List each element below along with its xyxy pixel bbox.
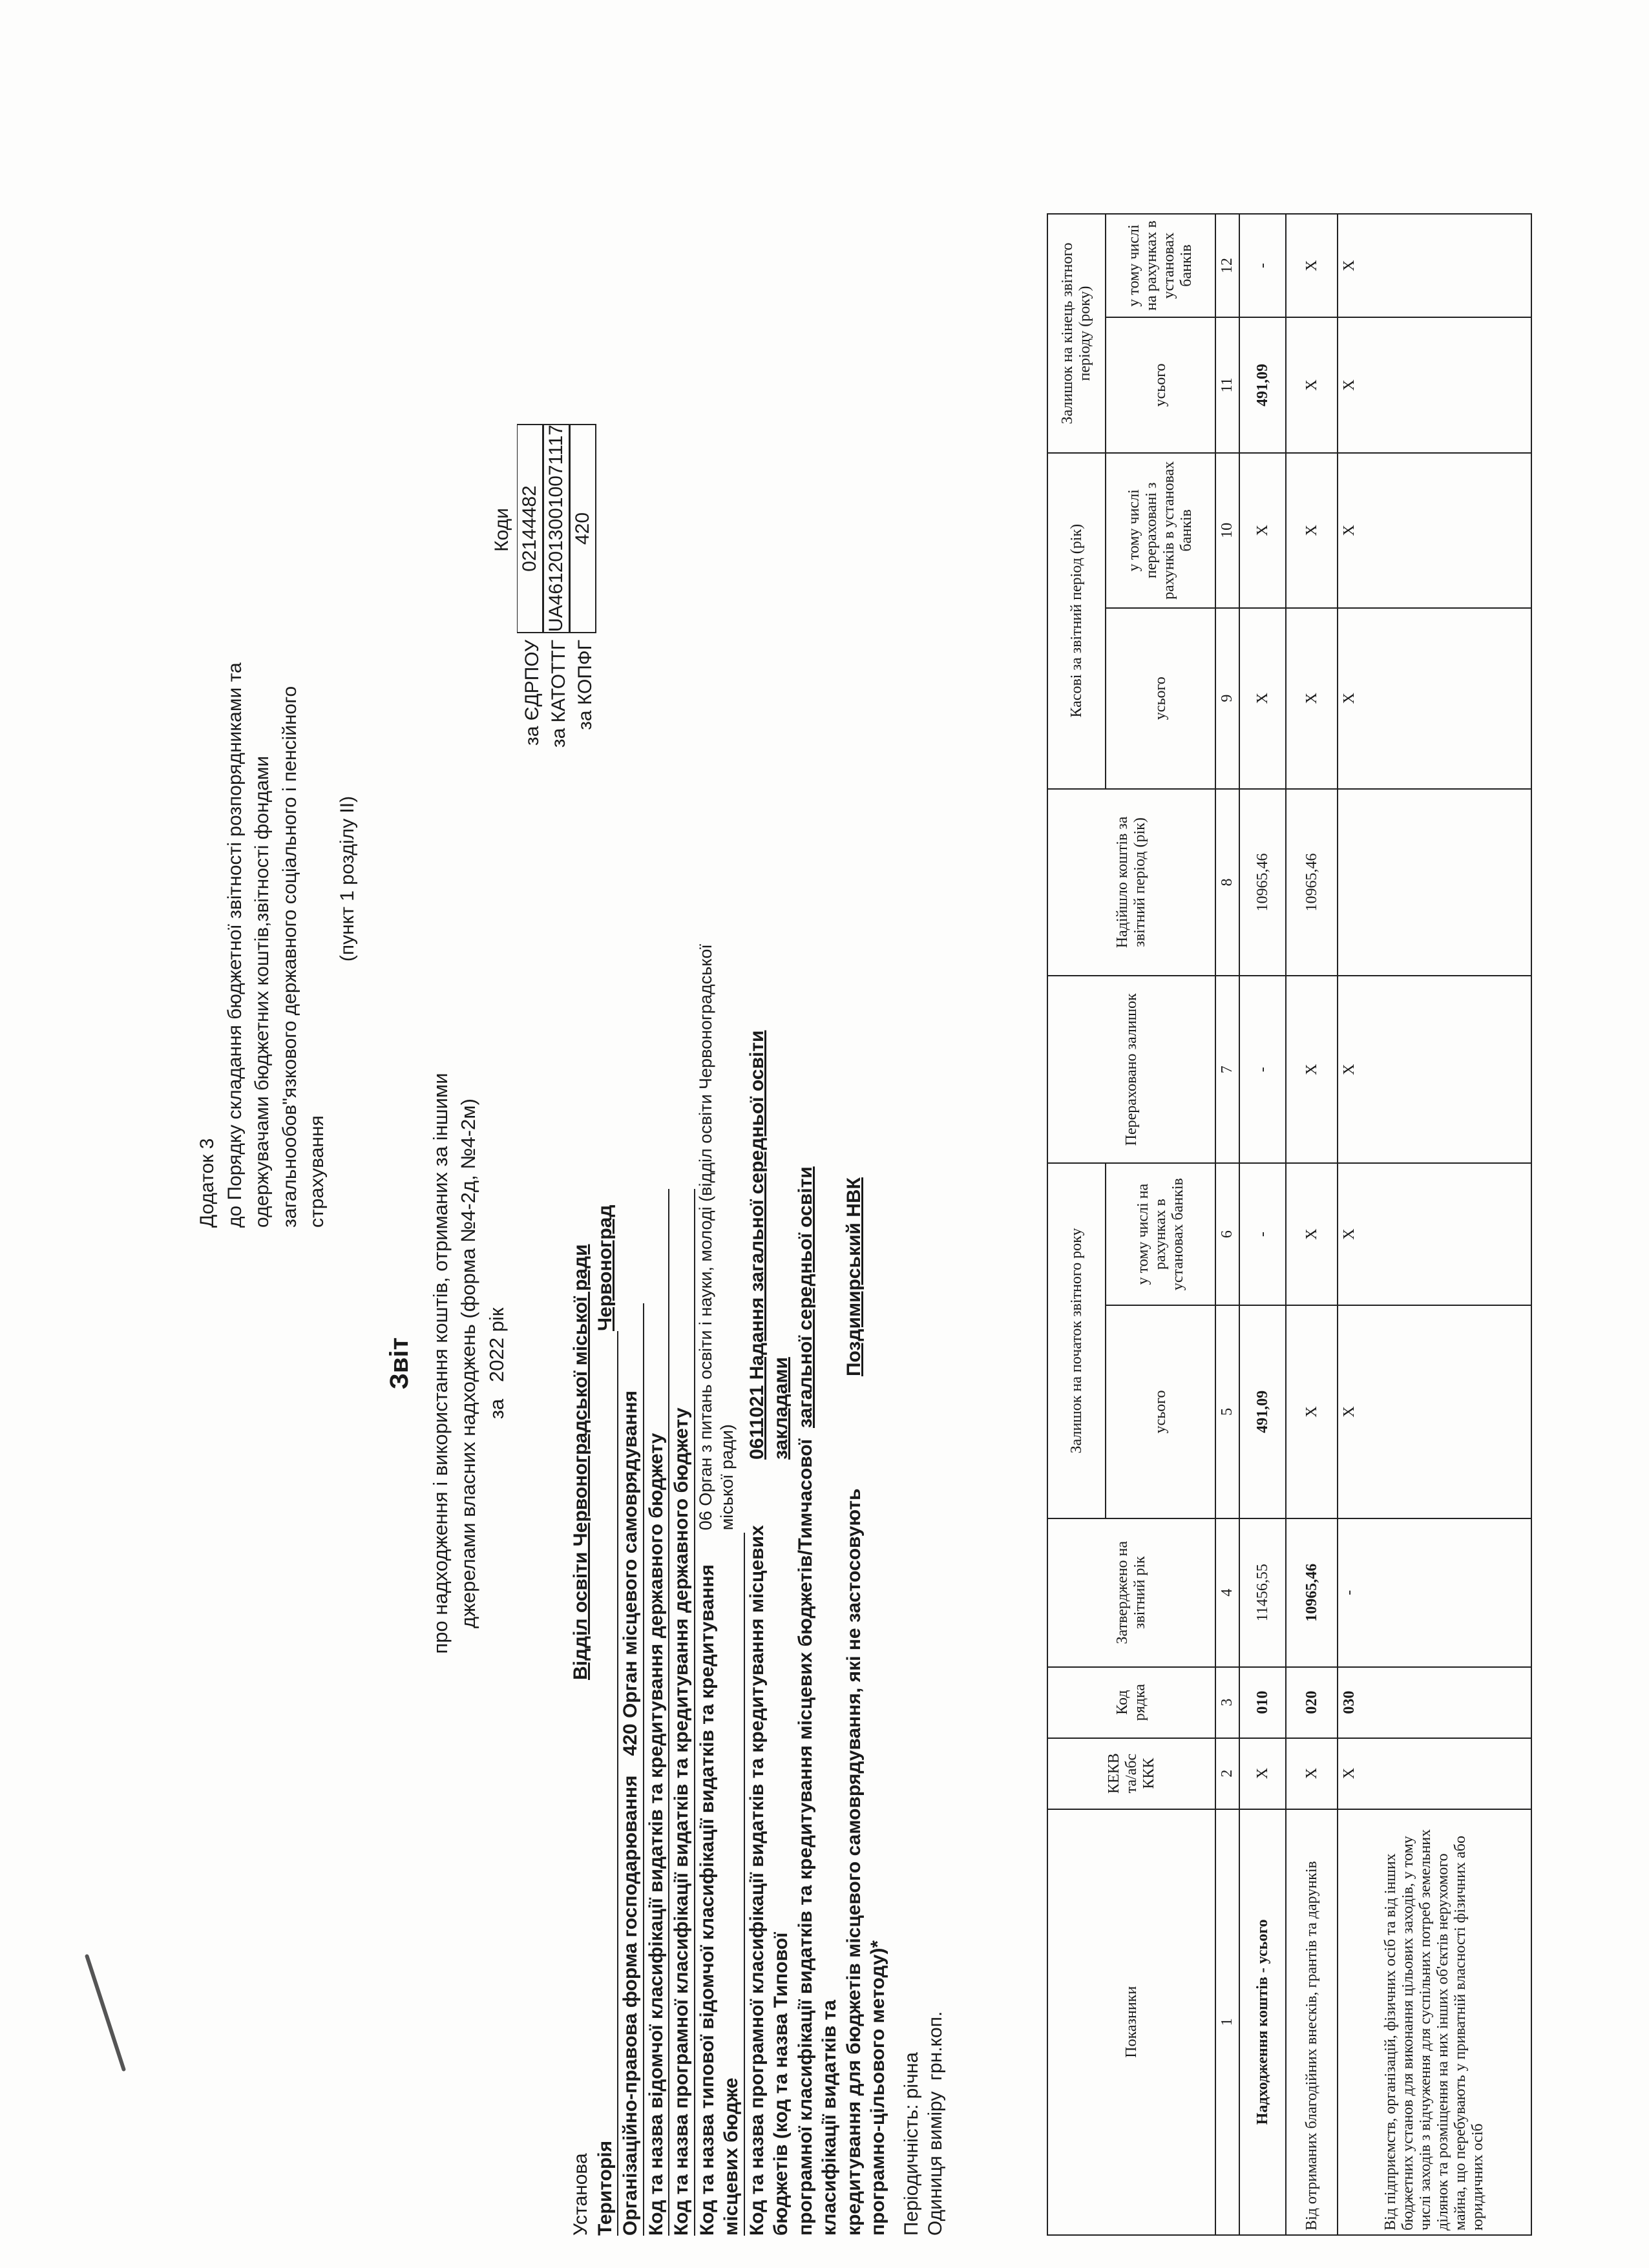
row-received [1338, 789, 1531, 976]
territory-value: Червоноград [594, 1204, 616, 1331]
row-kekv: X [1286, 1738, 1338, 1809]
institution-label: Установа [570, 2153, 591, 2236]
col-number: 7 [1215, 976, 1239, 1163]
header-incl-transferred: у тому числі перераховані з рахунків в установах банків [1106, 453, 1215, 608]
row-start-total: X [1338, 1305, 1531, 1518]
periodicity-value: річна [900, 2052, 922, 2099]
katottg-label: за КАТОТТГ [548, 640, 569, 748]
row-start-total: X [1286, 1305, 1338, 1518]
row-cash-transferred: X [1338, 453, 1531, 608]
report-title: Звіт [385, 1337, 414, 1390]
row-kekv: X [1239, 1738, 1286, 1809]
org-form-value: 420 Орган місцевого самоврядування [618, 1303, 644, 1756]
row-end-total: X [1338, 317, 1531, 453]
row-indicator: Від підприємств, організацій, фізичних осіб та від інших бюджетних установ для виконання цільових заходів, у тому числі заходів з відчуження для суспільних потреб земельних ділянок та розміщення на них інших об'єктів нерухомого майна, що перебувають у приватній власності фізичних або юридичних осіб [1338, 1809, 1531, 2235]
edrpou-code: 02144482 [517, 424, 543, 633]
row-end-banks: X [1338, 214, 1531, 317]
row-transferred: X [1338, 976, 1531, 1163]
row-code: 030 [1338, 1667, 1531, 1738]
col-number: 6 [1215, 1163, 1239, 1305]
report-table [1047, 213, 1532, 2236]
header-transferred: Перераховано залишок [1047, 976, 1215, 1163]
program-classification-value: загальної середньої освіти [794, 1166, 816, 1428]
row-start-banks: X [1286, 1163, 1338, 1305]
appendix-line: (пункт 1 розділу ІІ) [336, 795, 358, 962]
row-cash-total: X [1239, 608, 1286, 789]
col-number: 2 [1215, 1738, 1239, 1809]
rotated-report-page [52, 39, 1602, 2236]
header-cash: Касові за звітний період (рік) [1047, 453, 1106, 789]
header-balance-end: Залишок на кінець звітного періоду (року) [1047, 214, 1106, 453]
org-form-label: Організаційно-правова форма господарювання [618, 1756, 644, 2236]
typical-class-row [695, 943, 745, 2236]
row-code: 020 [1286, 1667, 1338, 1738]
katottg-code: UA46120130010071117 [543, 424, 570, 633]
row-end-total: 491,09 [1239, 317, 1286, 453]
appendix-line: до Порядку складання бюджетної звітності розпорядниками та [224, 662, 246, 1228]
kopfg-code: 420 [570, 424, 596, 633]
row-cash-total: X [1286, 608, 1338, 789]
header-incl-accounts: у тому числі на рахунках в установах банків [1106, 1163, 1215, 1305]
col-number: 9 [1215, 608, 1239, 789]
row-end-total: X [1286, 317, 1338, 453]
header-indicators: Показники [1047, 1809, 1215, 2235]
org-form-row [618, 943, 644, 2236]
header-received: Надійшло коштів за звітний період (рік) [1047, 789, 1215, 976]
unit-value: грн.коп. [925, 2011, 946, 2081]
row-approved: 11456,55 [1239, 1518, 1286, 1667]
appendix-line: одержувачами бюджетних коштів,звітності фондами [251, 755, 273, 1228]
col-number: 8 [1215, 789, 1239, 976]
column-numbers-row [1215, 214, 1239, 2235]
header-approved: Затверджено на звітний рік [1047, 1518, 1215, 1667]
row-approved: 10965,46 [1286, 1518, 1338, 1667]
row-indicator: Надходження коштів - усього [1239, 1809, 1286, 2235]
kopfg-label: за КОПФГ [574, 640, 596, 730]
row-cash-transferred: X [1239, 453, 1286, 608]
col-number: 11 [1215, 317, 1239, 453]
header-kekv: КЕКВ та/абс ККК [1047, 1738, 1215, 1809]
report-period: за 2022 рік [485, 1307, 508, 1420]
header-total: усього [1106, 1305, 1215, 1518]
row-start-banks: - [1239, 1163, 1286, 1305]
row-transferred: X [1286, 976, 1338, 1163]
row-cash-total: X [1338, 608, 1531, 789]
report-subtitle: джерелами власних надходжень (форма №4-2д, №4-2м) [457, 1098, 480, 1628]
col-number: 1 [1215, 1809, 1239, 2235]
dept-classification: Код та назва відомчої класифікації видатків та кредитування державного бюджету [644, 1189, 670, 2236]
header-balance-start: Залишок на початок звітного року [1047, 1163, 1106, 1518]
unit-row [923, 943, 948, 2236]
institution-value: Відділ освіти Червоноградської міської ради [570, 1244, 591, 1680]
periodicity-row [899, 943, 924, 2236]
typical-classification-value: 06 Орган з питань освіти і науки, молоді (відділ освіти Червоноградської міської ради) [695, 944, 737, 1531]
col-number: 4 [1215, 1518, 1239, 1667]
row-indicator: Від отриманих благодійних внесків, грантів та дарунків [1286, 1809, 1338, 2235]
table-row [1239, 214, 1286, 2235]
institution-row [569, 943, 593, 2236]
territory-label: Територія [593, 1331, 619, 2236]
table-row [1338, 214, 1531, 2235]
program-classification-label: кредитування для бюджетів місцевого самоврядування, які не застосовують програмно-цільового методу)* [843, 1488, 888, 2236]
row-start-banks: X [1338, 1163, 1531, 1305]
appendix-note [194, 530, 362, 1228]
row-end-banks: - [1239, 214, 1286, 317]
school-name: Поздимирський НВК [843, 1177, 865, 1376]
row-start-total: 491,09 [1239, 1305, 1286, 1518]
program-classification-value: 0611021 Надання загальної середньої освіти закладами [746, 1030, 792, 1460]
appendix-line: загальнообов"язкового державного соціального і пенсійного [278, 686, 300, 1228]
typical-classification-label: Код та назва типової відомчої класифікації видатків та кредитування місцевих бюдже [695, 1533, 745, 2236]
codes-header: Коди [491, 508, 512, 552]
codes-block [491, 424, 596, 834]
row-received: 10965,46 [1239, 789, 1286, 976]
unit-label: Одиниця виміру [925, 2091, 946, 2236]
table-row [1286, 214, 1338, 2235]
header-total: усього [1106, 317, 1215, 453]
header-total: усього [1106, 608, 1215, 789]
row-end-banks: X [1286, 214, 1338, 317]
col-number: 5 [1215, 1305, 1239, 1518]
col-number: 3 [1215, 1667, 1239, 1738]
header-incl-end: у тому числі на рахунках в установах банків [1106, 214, 1215, 317]
appendix-line: Додаток 3 [196, 1138, 218, 1228]
row-approved: - [1338, 1518, 1531, 1667]
appendix-line: страхування [306, 1115, 328, 1228]
header-row-code: Код рядка [1047, 1667, 1215, 1738]
row-received: 10965,46 [1286, 789, 1338, 976]
report-subtitle: про надходження і використання коштів, отриманих за іншими [429, 1073, 452, 1654]
program-classification-label: Код та назва програмної класифікації видатків та кредитування місцевих бюджетів (код та назва Типової [746, 1525, 792, 2236]
col-number: 12 [1215, 214, 1239, 317]
row-cash-transferred: X [1286, 453, 1338, 608]
col-number: 10 [1215, 453, 1239, 608]
report-title-block [381, 814, 510, 1913]
edrpou-label: за ЄДРПОУ [521, 640, 543, 746]
program-classification-label: програмної класифікації видатків та кредитування місцевих бюджетів/Тимчасової класифікації видатків та [794, 1438, 840, 2236]
report-fields [569, 943, 948, 2236]
row-kekv: X [1338, 1738, 1531, 1809]
territory-row [593, 943, 619, 2236]
row-code: 010 [1239, 1667, 1286, 1738]
row-transferred: - [1239, 976, 1286, 1163]
program-classification-state: Код та назва програмної класифікації видатків та кредитування державного бюджету [669, 1189, 695, 2236]
periodicity-label: Періодичність: [900, 2104, 922, 2236]
